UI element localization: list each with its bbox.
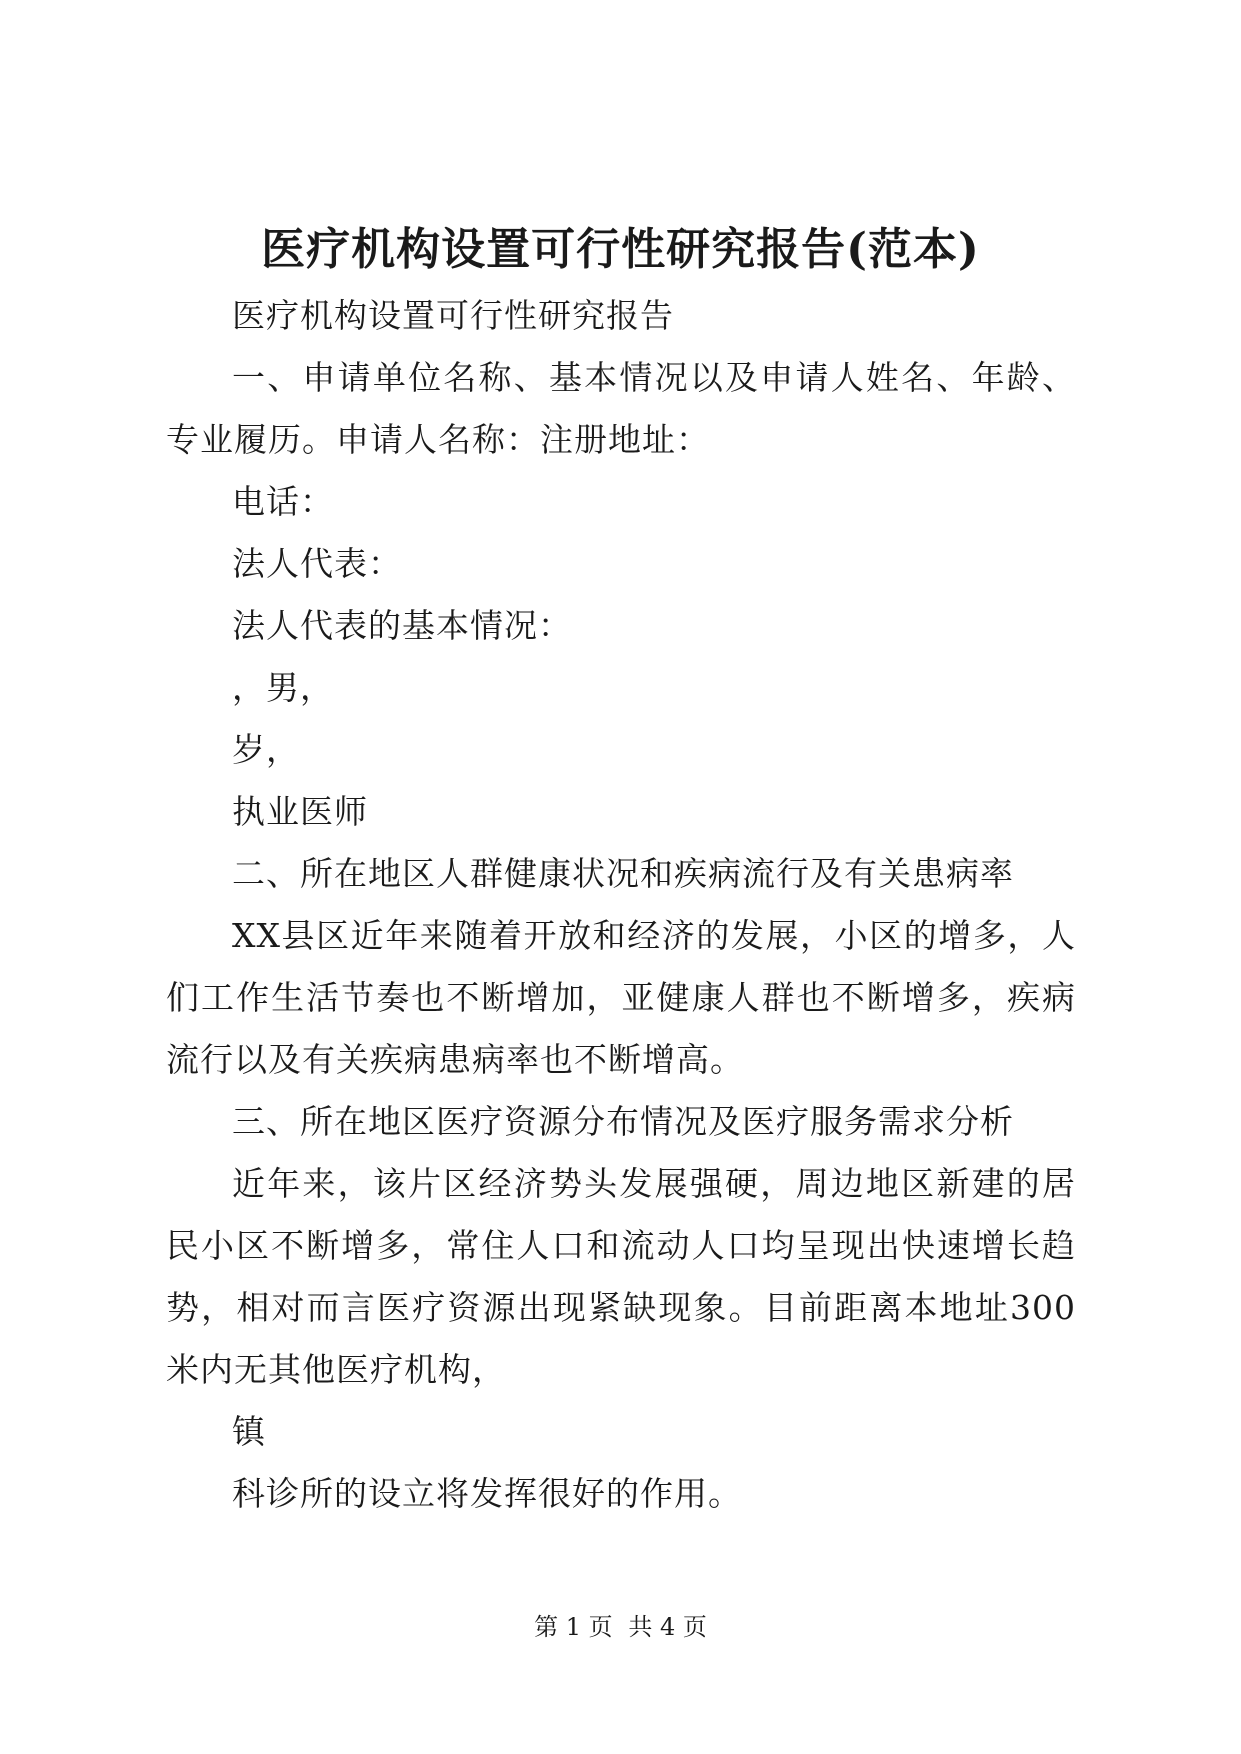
paragraph-section-2: 二、所在地区人群健康状况和疾病流行及有关患病率 [232,854,1014,893]
paragraph-gender: ，男， [232,668,334,707]
paragraph-legal-rep: 法人代表： [232,544,402,583]
paragraph-age: 岁， [232,730,300,769]
paragraph-phone: 电话： [232,482,334,521]
page-footer [0,1610,1241,1644]
page-number: 第 1 页 [534,1613,613,1641]
paragraph-legal-rep-info: 法人代表的基本情况： [232,606,572,645]
paragraph-section-3: 三、所在地区医疗资源分布情况及医疗服务需求分析 [232,1102,1014,1141]
paragraph-clinic-role: 科诊所的设立将发挥很好的作用。 [232,1474,742,1513]
paragraph-subtitle: 医疗机构设置可行性研究报告 [232,296,674,335]
paragraph-resources: 近年来，该片区经济势头发展强硬，周边地区新建的居民小区不断增多，常住人口和流动人口均呈现出快速增长趋势，相对而言医疗资源出现紧缺现象。目前距离本地址300米内无其他医疗机构， [166,1164,1076,1389]
paragraph-health-status: XX县区近年来随着开放和经济的发展，小区的增多，人们工作生活节奏也不断增加，亚健康人群也不断增多，疾病流行以及有关疾病患病率也不断增高。 [166,916,1076,1079]
paragraph-town: 镇 [232,1412,266,1451]
paragraph-profession: 执业医师 [232,792,368,831]
document-body [166,285,1076,1525]
paragraph-section-1: 一、申请单位名称、基本情况以及申请人姓名、年龄、专业履历。申请人名称：注册地址： [166,358,1076,459]
document-title: 医疗机构设置可行性研究报告(范本) [261,224,980,275]
page-total: 共 4 页 [628,1613,707,1641]
